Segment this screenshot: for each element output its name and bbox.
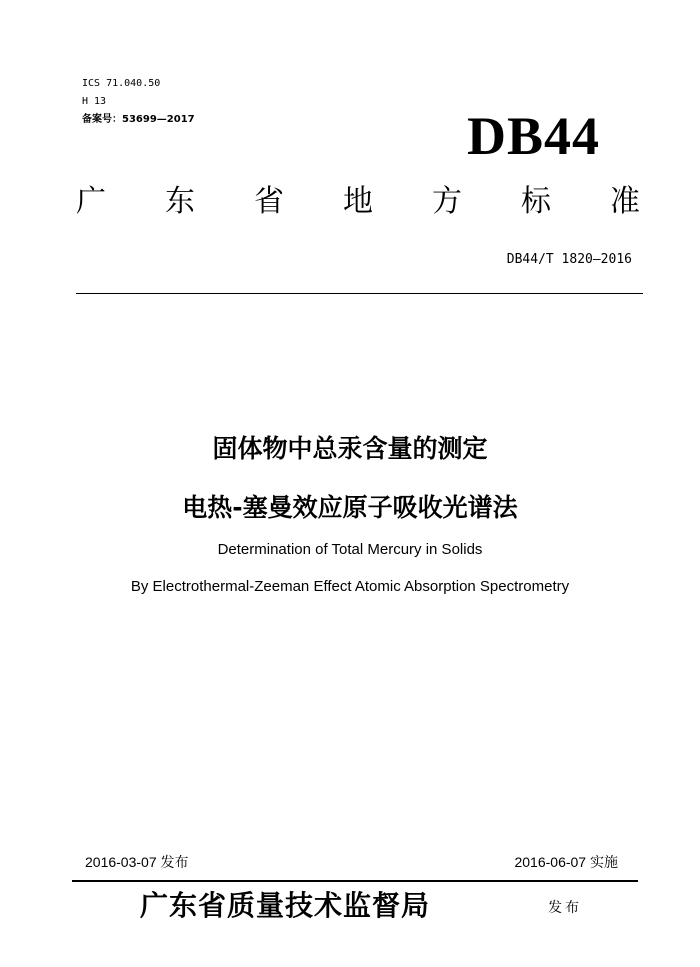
standard-type-char: 方 [432, 184, 462, 219]
standard-type-char: 准 [610, 184, 640, 219]
record-number: 备案号：53699—2017 [82, 114, 195, 125]
header-divider [76, 293, 643, 294]
standard-type-char: 东 [165, 184, 195, 219]
footer-divider [72, 880, 638, 882]
title-english-line-1: Determination of Total Mercury in Solids [217, 541, 483, 558]
standard-type-char: 省 [254, 184, 284, 219]
issuing-authority: 广东省质量技术监督局 [140, 889, 431, 922]
standard-type-heading [76, 184, 640, 220]
title-english-line-2: By Electrothermal-Zeeman Effect Atomic Absorption Spectrometry [130, 578, 570, 595]
issue-date: 2016-03-07 发布 [85, 854, 189, 870]
ics-code: ICS 71.040.50 [82, 78, 161, 89]
standard-number: DB44/T 1820—2016 [506, 252, 632, 267]
standard-type-char: 地 [343, 184, 373, 219]
title-chinese-line-2: 电热-塞曼效应原子吸收光谱法 [182, 493, 518, 522]
standard-code-logo: DB44 [466, 106, 600, 166]
implementation-date: 2016-06-07 实施 [514, 854, 618, 870]
standard-type-char: 标 [521, 184, 551, 219]
issue-label: 发布 [548, 900, 582, 916]
ccs-code: H 13 [82, 96, 107, 107]
title-chinese-line-1: 固体物中总汞含量的测定 [212, 434, 488, 463]
standard-type-char: 广 [76, 184, 106, 219]
